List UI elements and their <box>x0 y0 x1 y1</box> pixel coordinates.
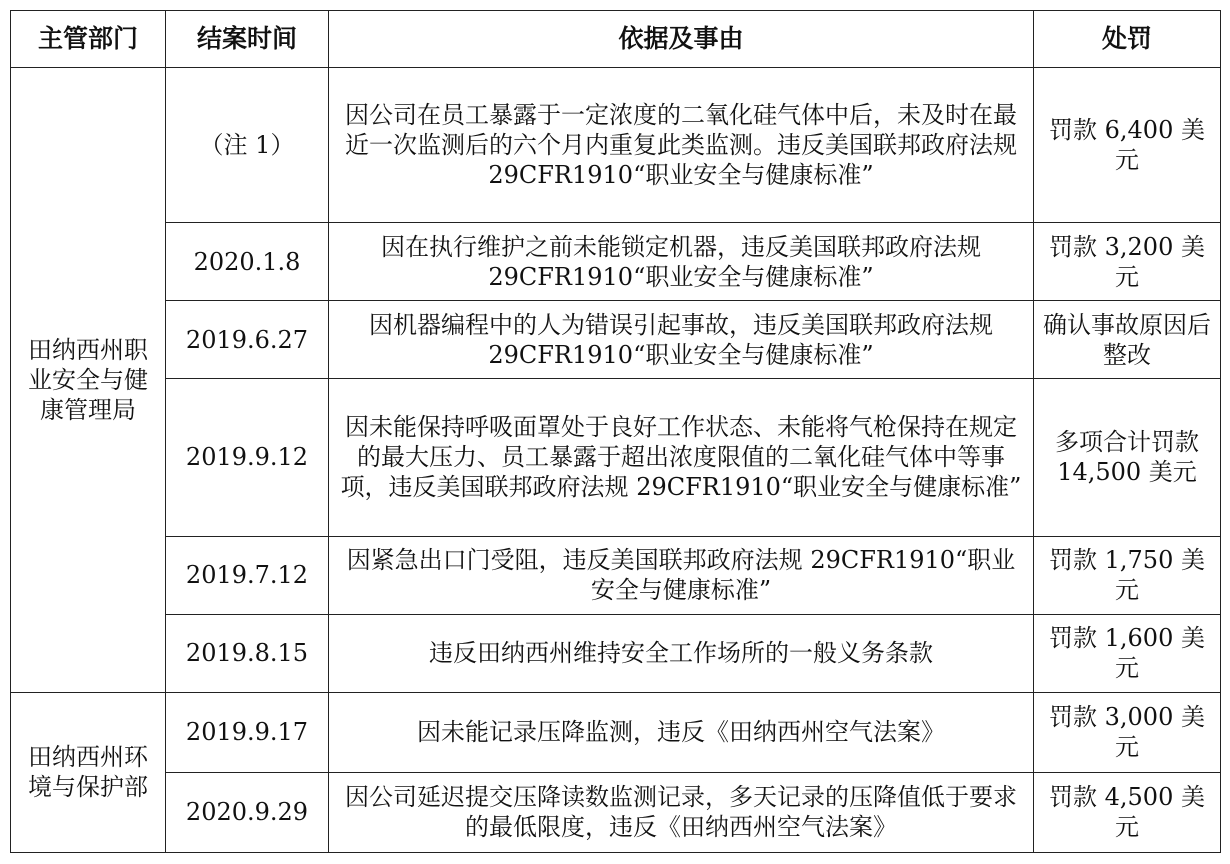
table-row <box>11 223 1221 301</box>
header-department: 主管部门 <box>11 11 166 68</box>
penalty-cell: 确认事故原因后整改 <box>1034 301 1221 379</box>
reason-cell: 因紧急出口门受阻，违反美国联邦政府法规 29CFR1910“职业安全与健康标准” <box>329 536 1034 614</box>
date-cell: 2020.9.29 <box>166 772 329 852</box>
department-cell: 田纳西州环境与保护部 <box>11 692 166 852</box>
reason-cell: 因未能保持呼吸面罩处于良好工作状态、未能将气枪保持在规定的最大压力、员工暴露于超出浓度限值的二氧化硅气体中等事项，违反美国联邦政府法规 29CFR1910“职业安全与健康标准” <box>329 379 1034 536</box>
department-cell: 田纳西州职业安全与健康管理局 <box>11 68 166 693</box>
table-row <box>11 772 1221 852</box>
date-cell: 2020.1.8 <box>166 223 329 301</box>
header-reason: 依据及事由 <box>329 11 1034 68</box>
penalty-cell: 罚款 3,200 美元 <box>1034 223 1221 301</box>
penalty-cell: 罚款 1,600 美元 <box>1034 614 1221 692</box>
date-cell: 2019.6.27 <box>166 301 329 379</box>
date-cell: （注 1） <box>166 68 329 223</box>
date-cell: 2019.9.17 <box>166 692 329 772</box>
reason-cell: 因公司在员工暴露于一定浓度的二氧化硅气体中后，未及时在最近一次监测后的六个月内重复此类监测。违反美国联邦政府法规 29CFR1910“职业安全与健康标准” <box>329 68 1034 223</box>
date-cell: 2019.8.15 <box>166 614 329 692</box>
penalty-table <box>10 10 1221 853</box>
reason-cell: 因公司延迟提交压降读数监测记录，多天记录的压降值低于要求的最低限度，违反《田纳西州空气法案》 <box>329 772 1034 852</box>
table-row <box>11 379 1221 536</box>
reason-cell: 因机器编程中的人为错误引起事故，违反美国联邦政府法规 29CFR1910“职业安全与健康标准” <box>329 301 1034 379</box>
table-row <box>11 614 1221 692</box>
table-row <box>11 536 1221 614</box>
penalty-cell: 罚款 3,000 美元 <box>1034 692 1221 772</box>
header-penalty: 处罚 <box>1034 11 1221 68</box>
header-row <box>11 11 1221 68</box>
table-row <box>11 301 1221 379</box>
table-row <box>11 68 1221 223</box>
penalty-cell: 多项合计罚款 14,500 美元 <box>1034 379 1221 536</box>
header-date: 结案时间 <box>166 11 329 68</box>
reason-cell: 因在执行维护之前未能锁定机器，违反美国联邦政府法规 29CFR1910“职业安全与健康标准” <box>329 223 1034 301</box>
reason-cell: 违反田纳西州维持安全工作场所的一般义务条款 <box>329 614 1034 692</box>
penalty-cell: 罚款 1,750 美元 <box>1034 536 1221 614</box>
date-cell: 2019.9.12 <box>166 379 329 536</box>
penalty-cell: 罚款 6,400 美元 <box>1034 68 1221 223</box>
reason-cell: 因未能记录压降监测，违反《田纳西州空气法案》 <box>329 692 1034 772</box>
table-row <box>11 692 1221 772</box>
date-cell: 2019.7.12 <box>166 536 329 614</box>
penalty-cell: 罚款 4,500 美元 <box>1034 772 1221 852</box>
